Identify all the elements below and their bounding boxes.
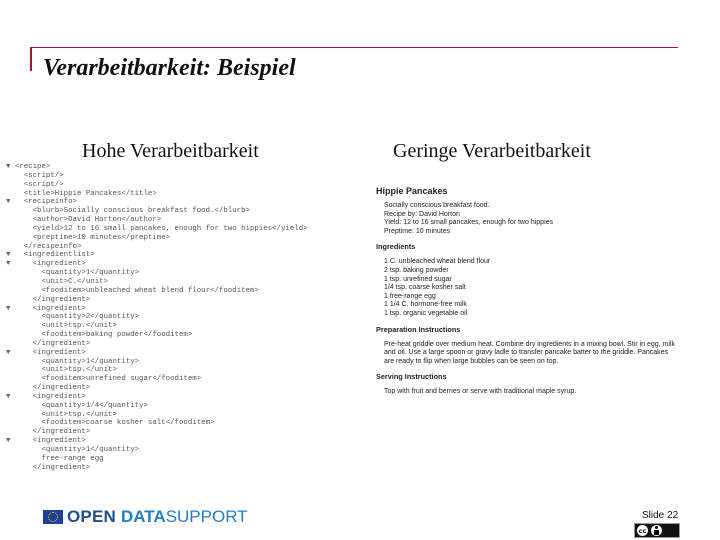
collapse-arrow-icon[interactable]: ▼: [6, 198, 11, 207]
ingredient-item: 1 free-range egg: [384, 292, 436, 300]
xml-line: [6, 313, 366, 322]
xml-line: [6, 366, 366, 375]
xml-line: [6, 437, 366, 446]
xml-line: [6, 278, 366, 287]
xml-line: [6, 216, 366, 225]
ingredient-item: 1 tsp. unrefined sugar: [384, 275, 452, 283]
title-frame-horizontal: [30, 47, 678, 48]
xml-line: [6, 172, 366, 181]
xml-line-text: <ingredient>: [14, 392, 86, 401]
xml-line: [6, 305, 366, 314]
xml-line-text: <quantity>1</quantity>: [14, 269, 140, 278]
attribution-person-icon: [651, 525, 662, 536]
left-column-heading: Hohe Verarbeitbarkeit: [82, 140, 259, 162]
collapse-arrow-icon[interactable]: ▼: [6, 392, 11, 401]
xml-line-text: <fooditem>unbleached wheat blend flour</fooditem>: [14, 286, 259, 295]
xml-line: [6, 198, 366, 207]
xml-line: [6, 322, 366, 331]
xml-line: [6, 287, 366, 296]
xml-line: [6, 260, 366, 269]
xml-line: [6, 384, 366, 393]
ingredient-item: 1 1/4 C. hormone-free milk: [384, 301, 467, 309]
collapse-arrow-icon[interactable]: ▼: [6, 251, 11, 260]
xml-line-text: </ingredient>: [14, 295, 91, 304]
xml-line: [6, 243, 366, 252]
xml-line-text: <quantity>1</quantity>: [14, 446, 140, 454]
xml-line-text: </ingredient>: [14, 428, 91, 437]
xml-line-text: </ingredient>: [14, 339, 91, 348]
xml-line: [6, 251, 366, 260]
creative-commons-by-icon: [634, 523, 680, 538]
xml-line-text: <unit>tsp.</unit>: [14, 366, 117, 375]
xml-line: [6, 411, 366, 420]
xml-line-text: <recipe>: [14, 163, 51, 171]
xml-line: [6, 464, 366, 473]
xml-line-text: <author>David Horton</author>: [14, 216, 162, 225]
xml-line-text: <script/>: [14, 180, 64, 189]
ingredient-item: 1 C. unbleached wheat blend flour: [384, 258, 491, 266]
xml-line: [6, 207, 366, 216]
xml-line: [6, 402, 366, 411]
cc-icon: cc: [638, 526, 647, 535]
xml-line-text: <unit>tsp.</unit>: [14, 322, 117, 331]
ingredient-item: 1 tsp. organic vegetable oil: [384, 309, 468, 317]
xml-line-text: <ingredientlist>: [14, 251, 95, 260]
xml-line-text: <ingredient>: [14, 260, 86, 269]
title-frame-vertical: [30, 47, 32, 71]
serving-heading: Serving Instructions: [376, 372, 447, 382]
xml-line-text: <ingredient>: [14, 304, 86, 313]
xml-line-text: <fooditem>unrefined sugar</fooditem>: [14, 375, 202, 384]
collapse-arrow-icon[interactable]: ▼: [6, 348, 11, 357]
preparation-text: Pre-heat griddle over medium heat. Combine dry ingredients in a mixing bowl. Stir in egg, milk and oil. Use a large spoon or gravy ladle to transfer pancake batter to the griddle. Pancakes are ready to flip when large bubbles can be seen on top.: [384, 340, 676, 365]
recipe-info-line: Socially conscious breakfast food.: [384, 202, 490, 209]
recipe-info-line: Yield: 12 to 16 small pancakes, enough for two hippies: [384, 219, 554, 227]
xml-line: [6, 393, 366, 402]
xml-line-text: <title>Hippie Pancakes</title>: [14, 189, 157, 198]
xml-line-text: </ingredient>: [14, 463, 91, 472]
xml-line-text: <ingredient>: [14, 437, 86, 446]
slide-title: Verarbeitbarkeit: Beispiel: [43, 55, 296, 81]
eu-flag-icon: [43, 510, 63, 524]
logo-word-open: OPEN: [67, 507, 116, 526]
recipe-title: Hippie Pancakes: [376, 186, 448, 196]
xml-source-view: [6, 163, 366, 493]
xml-line: [6, 455, 366, 464]
logo-word-support: SUPPORT: [165, 507, 248, 526]
xml-line-text: <yield>12 to 16 small pancakes, enough for two hippies</yield>: [14, 224, 308, 233]
slide-number: Slide 22: [642, 510, 679, 521]
collapse-arrow-icon[interactable]: ▼: [6, 304, 11, 313]
xml-line: [6, 190, 366, 199]
xml-line: [6, 234, 366, 243]
recipe-info-line: Recipe by: David Horton: [384, 210, 460, 218]
xml-line-text: <quantity>1</quantity>: [14, 357, 140, 366]
collapse-arrow-icon[interactable]: ▼: [6, 163, 11, 171]
rendered-recipe-view: [376, 186, 686, 397]
xml-line-text: <recipeinfo>: [14, 198, 77, 207]
xml-line-text: <fooditem>baking powder</fooditem>: [14, 331, 193, 340]
xml-line: [6, 225, 366, 234]
ingredient-item: 1/4 tsp. coarse kosher salt: [384, 284, 466, 292]
ingredient-item: 2 tsp. baking powder: [384, 266, 449, 274]
collapse-arrow-icon[interactable]: ▼: [6, 260, 11, 269]
xml-line-text: <unit>tsp.</unit>: [14, 410, 117, 419]
xml-line: [6, 358, 366, 367]
xml-line-text: <blurb>Socially conscious breakfast food.</blurb>: [14, 207, 250, 216]
xml-line: [6, 349, 366, 358]
ingredients-list: [376, 258, 686, 318]
xml-line: [6, 340, 366, 349]
recipe-info-block: [376, 202, 686, 236]
xml-line: [6, 163, 366, 172]
open-data-support-logo: [43, 504, 248, 530]
xml-line: [6, 428, 366, 437]
xml-line-text: <ingredient>: [14, 348, 86, 357]
xml-line-text: free-range egg: [14, 454, 104, 463]
preparation-heading: Preparation Instructions: [376, 324, 461, 334]
recipe-info-line: Preptime: 10 minutes: [384, 227, 451, 235]
xml-line-text: <unit>C.</unit>: [14, 277, 109, 286]
xml-line-text: </ingredient>: [14, 384, 91, 393]
xml-line: [6, 296, 366, 305]
xml-line: [6, 269, 366, 278]
xml-line: [6, 446, 366, 455]
xml-line-text: <quantity>1/4</quantity>: [14, 401, 148, 410]
xml-line-text: <script/>: [14, 171, 64, 180]
xml-line: [6, 331, 366, 340]
right-column-heading: Geringe Verarbeitbarkeit: [393, 140, 591, 162]
ingredients-heading: Ingredients: [376, 242, 416, 252]
xml-line: [6, 419, 366, 428]
xml-line-text: </recipeinfo>: [14, 242, 82, 251]
serving-text: Top with fruit and berries or serve with traditional maple syrup.: [384, 388, 577, 396]
xml-line: [6, 375, 366, 384]
xml-line-text: <quantity>2</quantity>: [14, 313, 140, 322]
xml-line: [6, 181, 366, 190]
collapse-arrow-icon[interactable]: ▼: [6, 437, 11, 446]
xml-line-text: <preptime>10 minutes</preptime>: [14, 233, 171, 242]
xml-line-text: <fooditem>coarse kosher salt</fooditem>: [14, 419, 215, 428]
logo-word-data: DATA: [120, 507, 166, 526]
